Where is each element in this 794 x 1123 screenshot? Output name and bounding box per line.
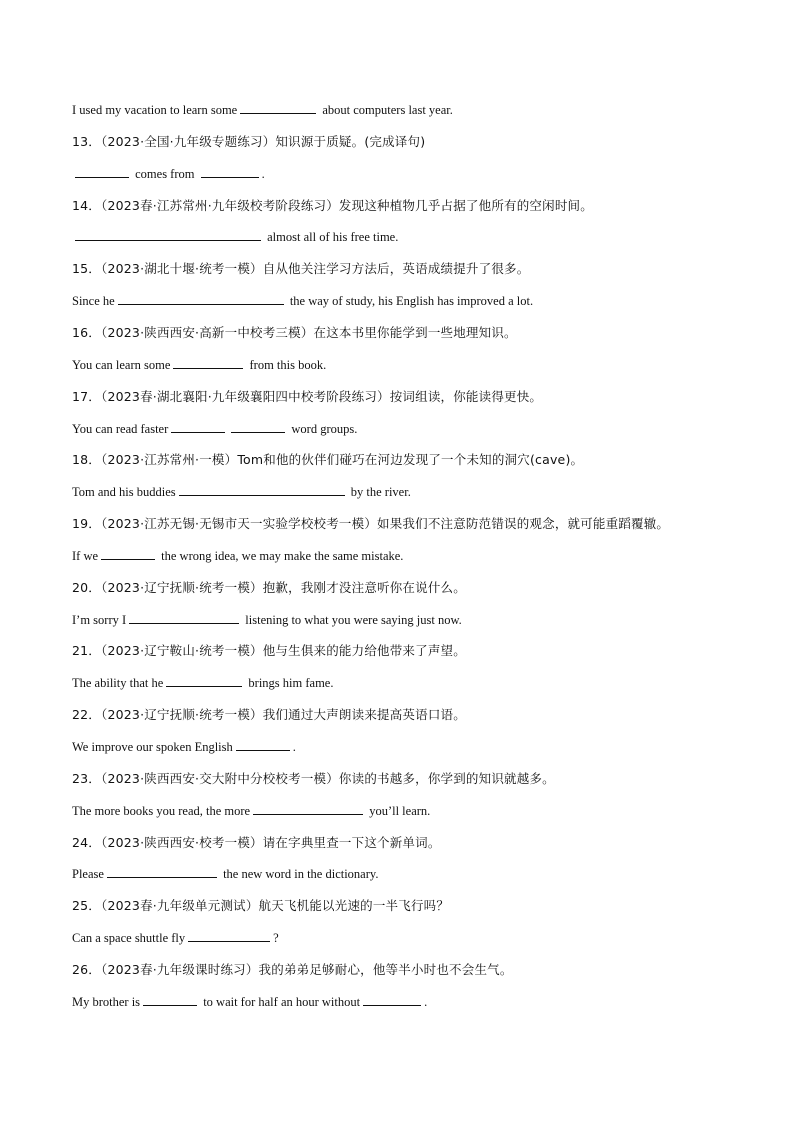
question-prompt: 14．（2023春·江苏常州·九年级校考阶段练习）发现这种植物几乎占据了他所有的空闲时间。 — [72, 197, 593, 213]
answer-text: from this book. — [246, 357, 327, 372]
fill-in-blank[interactable] — [240, 101, 316, 114]
answer-text: I used my vacation to learn some — [72, 103, 238, 117]
answer-text: brings him fame. — [245, 676, 334, 691]
question-prompt: 19．（2023·江苏无锡·无锡市天一实验学校校考一模）如果我们不注意防范错误的观念，就可能重蹈覆辙。 — [72, 516, 670, 532]
answer-line — [72, 292, 533, 310]
answer-line — [72, 802, 430, 820]
fill-in-blank[interactable] — [101, 547, 155, 560]
answer-text: word groups. — [288, 421, 358, 436]
fill-in-blank[interactable] — [253, 802, 363, 815]
fill-in-blank[interactable] — [201, 165, 259, 178]
question-prompt: 22．（2023·辽宁抚顺·统考一模）我们通过大声朗读来提高英语口语。 — [72, 707, 466, 723]
answer-line — [72, 228, 398, 246]
answer-line — [72, 165, 265, 183]
fill-in-blank[interactable] — [129, 611, 239, 624]
fill-in-blank[interactable] — [188, 929, 270, 942]
answer-line — [72, 101, 453, 119]
fill-in-blank[interactable] — [118, 292, 284, 305]
answer-line — [72, 420, 357, 438]
answer-text: almost all of his free time. — [264, 230, 399, 245]
answer-text: the way of study, his English has improved a lot. — [286, 294, 534, 309]
answer-line — [72, 547, 403, 565]
answer-text: My brother is — [72, 994, 141, 1009]
answer-line — [72, 738, 296, 756]
answer-text: Can a space shuttle fly — [72, 931, 186, 946]
answer-text: I’m sorry I — [72, 612, 127, 627]
fill-in-blank[interactable] — [171, 420, 225, 433]
answer-text: The more books you read, the more — [72, 803, 251, 818]
question-prompt: 15．（2023·湖北十堰·统考一模）自从他关注学习方法后，英语成绩提升了很多。 — [72, 261, 530, 277]
answer-text: We improve our spoken English — [72, 740, 233, 754]
fill-in-blank[interactable] — [107, 865, 217, 878]
answer-text: Please — [72, 867, 104, 882]
answer-line — [72, 356, 326, 374]
answer-text: to wait for half an hour without — [200, 994, 361, 1009]
fill-in-blank[interactable] — [75, 228, 261, 241]
answer-line — [72, 993, 427, 1011]
answer-text: the wrong idea, we may make the same mistake. — [158, 548, 404, 563]
answer-line — [72, 483, 411, 501]
fill-in-blank[interactable] — [75, 165, 129, 178]
answer-text: You can read faster — [72, 421, 169, 436]
answer-text: If we — [72, 548, 99, 563]
answer-text: ? — [273, 931, 279, 946]
question-prompt: 26．（2023春·九年级课时练习）我的弟弟足够耐心，他等半小时也不会生气。 — [72, 961, 513, 977]
answer-text: Tom and his buddies — [72, 485, 176, 500]
question-prompt: 21．（2023·辽宁鞍山·统考一模）他与生俱来的能力给他带来了声望。 — [72, 643, 466, 659]
question-prompt: 20．（2023·辽宁抚顺·统考一模）抱歉，我刚才没注意听你在说什么。 — [72, 579, 466, 595]
answer-text: You can learn some — [72, 357, 171, 372]
question-prompt: 17．（2023春·湖北襄阳·九年级襄阳四中校考阶段练习）按词组读，你能读得更快。 — [72, 388, 543, 404]
question-prompt: 23．（2023·陕西西安·交大附中分校校考一模）你读的书越多，你学到的知识就越多。 — [72, 770, 555, 786]
answer-line — [72, 865, 378, 883]
answer-text: . — [261, 166, 265, 181]
answer-line — [72, 674, 333, 692]
fill-in-blank[interactable] — [231, 420, 285, 433]
answer-text: Since he — [72, 294, 115, 309]
answer-text: The ability that he — [72, 676, 164, 691]
answer-line — [72, 611, 462, 629]
answer-text: comes from — [132, 166, 198, 181]
answer-text: . — [424, 994, 428, 1009]
answer-text: you’ll learn. — [366, 803, 431, 818]
fill-in-blank[interactable] — [179, 483, 345, 496]
answer-text: the new word in the dictionary. — [219, 867, 379, 882]
question-prompt: 25．（2023春·九年级单元测试）航天飞机能以光速的一半飞行吗？ — [72, 898, 450, 914]
fill-in-blank[interactable] — [236, 738, 290, 751]
fill-in-blank[interactable] — [363, 993, 421, 1006]
question-prompt: 13．（2023·全国·九年级专题练习）知识源于质疑。(完成译句) — [72, 133, 426, 149]
question-prompt: 24．（2023·陕西西安·校考一模）请在字典里查一下这个新单词。 — [72, 834, 441, 850]
fill-in-blank[interactable] — [143, 993, 197, 1006]
answer-text: . — [292, 740, 296, 754]
answer-line — [72, 929, 279, 947]
question-prompt: 18．（2023·江苏常州·一模）Tom和他的伙伴们碰巧在河边发现了一个未知的洞穴(cave)。 — [72, 452, 584, 468]
fill-in-blank[interactable] — [173, 356, 243, 369]
answer-text: by the river. — [347, 485, 411, 500]
answer-text: listening to what you were saying just now. — [242, 612, 462, 627]
fill-in-blank[interactable] — [166, 674, 242, 687]
question-prompt: 16．（2023·陕西西安·高新一中校考三模）在这本书里你能学到一些地理知识。 — [72, 324, 517, 340]
answer-text: about computers last year. — [319, 103, 453, 117]
